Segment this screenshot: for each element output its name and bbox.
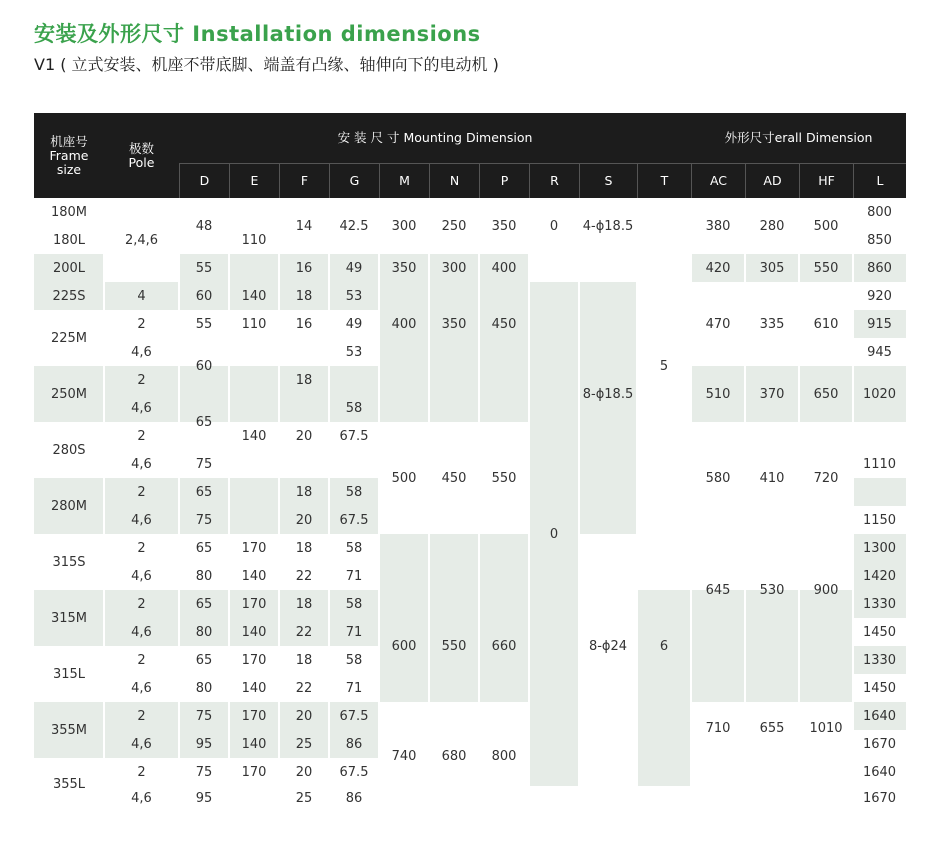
l-cell: 1110 — [862, 456, 897, 472]
e-cell: 140 — [241, 428, 267, 444]
frame-size-cell: 225M — [50, 330, 88, 346]
g-cell: 86 — [345, 790, 363, 806]
g-cell: 67.5 — [339, 512, 369, 528]
l-cell: 1330 — [862, 652, 897, 668]
pole-cell: 2 — [137, 540, 146, 556]
column-header-ac — [691, 163, 745, 198]
frame-header-line: size — [56, 161, 82, 177]
hf-cell: 1010 — [809, 720, 843, 736]
g-cell: 42.5 — [339, 218, 369, 234]
l-cell: 1450 — [862, 680, 897, 696]
ac-cell: 645 — [705, 582, 731, 598]
g-cell: 58 — [345, 484, 363, 500]
m-cell: 300 — [391, 218, 417, 234]
pole-cell: 4,6 — [131, 400, 152, 416]
l-cell: 1020 — [862, 386, 897, 402]
ac-cell: 380 — [705, 218, 731, 234]
page-subtitle: V1 ( 立式安装、机座不带底脚、端盖有凸缘、轴伸向下的电动机 ) — [34, 55, 499, 74]
d-cell: 95 — [195, 790, 213, 806]
column-header-label: HF — [818, 173, 835, 188]
s-cell: 8-ϕ24 — [588, 638, 628, 654]
column-header-m — [379, 163, 429, 198]
f-cell: 25 — [295, 790, 313, 806]
pole-cell: 2 — [137, 428, 146, 444]
column-header-t — [637, 163, 691, 198]
p-cell: 400 — [491, 260, 517, 276]
column-header-s — [579, 163, 637, 198]
ac-cell: 710 — [705, 720, 731, 736]
r-cell: 0 — [549, 218, 559, 234]
pole-cell: 2 — [137, 708, 146, 724]
n-cell: 300 — [441, 260, 467, 276]
l-cell: 850 — [867, 232, 892, 248]
column-header-label: M — [399, 173, 410, 188]
page-title: 安装及外形尺寸 Installation dimensions — [34, 22, 481, 46]
e-cell: 140 — [241, 680, 267, 696]
f-cell: 20 — [295, 428, 313, 444]
d-cell: 65 — [195, 652, 213, 668]
d-cell: 80 — [195, 680, 213, 696]
pole-cell: 4,6 — [131, 512, 152, 528]
d-cell: 80 — [195, 568, 213, 584]
ac-cell: 580 — [705, 470, 731, 486]
column-header-label: T — [660, 173, 669, 188]
d-cell: 65 — [195, 414, 213, 430]
e-cell: 140 — [241, 736, 267, 752]
e-cell: 140 — [241, 568, 267, 584]
p-cell: 450 — [491, 316, 517, 332]
column-header-hf — [799, 163, 853, 198]
hf-cell: 900 — [813, 582, 839, 598]
f-cell: 14 — [295, 218, 313, 234]
d-cell: 75 — [195, 708, 213, 724]
g-cell: 49 — [345, 316, 363, 332]
frame-size-cell: 180L — [52, 232, 86, 248]
e-cell: 170 — [241, 764, 267, 780]
dimensions-table — [34, 113, 906, 810]
column-header-n — [429, 163, 479, 198]
f-cell: 18 — [295, 484, 313, 500]
f-cell: 22 — [295, 624, 313, 640]
hf-cell: 650 — [813, 386, 839, 402]
l-cell: 860 — [867, 260, 892, 276]
column-header-g — [329, 163, 379, 198]
g-cell: 58 — [345, 652, 363, 668]
d-cell: 75 — [195, 456, 213, 472]
ad-cell: 280 — [759, 218, 785, 234]
f-cell: 22 — [295, 568, 313, 584]
f-cell: 16 — [295, 260, 313, 276]
e-cell: 140 — [241, 288, 267, 304]
pole-header-line: 极数 — [128, 140, 154, 156]
m-cell: 350 — [391, 260, 417, 276]
m-cell: 400 — [391, 316, 417, 332]
d-cell: 95 — [195, 736, 213, 752]
ad-cell: 410 — [759, 470, 785, 486]
f-cell: 18 — [295, 596, 313, 612]
column-header-l — [853, 163, 906, 198]
s-cell: 4-ϕ18.5 — [582, 218, 634, 234]
l-cell: 1330 — [862, 596, 897, 612]
f-cell: 18 — [295, 372, 313, 388]
frame-header-line: Frame — [49, 147, 89, 163]
column-header-label: D — [199, 173, 210, 188]
p-cell: 800 — [491, 748, 517, 764]
hf-cell: 500 — [813, 218, 839, 234]
column-header-label: N — [449, 173, 460, 188]
pole-cell: 2,4,6 — [124, 232, 159, 248]
pole-header — [104, 113, 179, 198]
pole-cell: 4,6 — [131, 568, 152, 584]
column-header-e — [229, 163, 279, 198]
d-cell: 48 — [195, 218, 213, 234]
pole-cell: 4,6 — [131, 456, 152, 472]
f-cell: 16 — [295, 316, 313, 332]
column-header-d — [179, 163, 229, 198]
l-cell: 1640 — [862, 764, 897, 780]
column-header-label: S — [604, 173, 613, 188]
column-header-label: AC — [709, 173, 728, 188]
ad-cell: 530 — [759, 582, 785, 598]
frame-size-cell: 355L — [52, 776, 86, 792]
pole-cell: 2 — [137, 596, 146, 612]
hf-cell: 550 — [813, 260, 839, 276]
g-cell: 71 — [345, 568, 363, 584]
f-cell: 25 — [295, 736, 313, 752]
g-cell: 49 — [345, 260, 363, 276]
frame-size-cell: 280M — [50, 498, 88, 514]
ac-cell: 510 — [705, 386, 731, 402]
n-cell: 250 — [441, 218, 467, 234]
frame-size-header — [34, 113, 104, 198]
d-cell: 60 — [195, 288, 213, 304]
l-cell: 800 — [867, 204, 892, 220]
f-cell: 18 — [295, 652, 313, 668]
pole-cell: 2 — [137, 316, 146, 332]
pole-cell: 2 — [137, 484, 146, 500]
g-cell: 71 — [345, 680, 363, 696]
pole-cell: 4,6 — [131, 624, 152, 640]
frame-size-cell: 225S — [52, 288, 86, 304]
d-cell: 65 — [195, 540, 213, 556]
p-cell: 350 — [491, 218, 517, 234]
m-cell: 740 — [391, 748, 417, 764]
e-cell: 110 — [241, 232, 267, 248]
column-header-label: AD — [763, 173, 782, 188]
pole-cell: 2 — [137, 372, 146, 388]
frame-size-cell: 200L — [52, 260, 86, 276]
t-cell: 6 — [659, 638, 669, 654]
column-header-label: P — [500, 173, 509, 188]
d-cell: 55 — [195, 260, 213, 276]
frame-size-cell: 315M — [50, 610, 88, 626]
l-cell: 915 — [867, 316, 892, 332]
frame-size-cell: 180M — [50, 204, 88, 220]
e-cell: 110 — [241, 316, 267, 332]
pole-cell: 4,6 — [131, 790, 152, 806]
hf-cell: 720 — [813, 470, 839, 486]
f-cell: 20 — [295, 708, 313, 724]
frame-size-cell: 355M — [50, 722, 88, 738]
mounting-dimension-header — [179, 113, 691, 163]
l-cell: 1150 — [862, 512, 897, 528]
p-cell: 660 — [491, 638, 517, 654]
pole-cell: 2 — [137, 764, 146, 780]
g-cell: 58 — [345, 400, 363, 416]
l-cell: 1300 — [862, 540, 897, 556]
l-cell: 1670 — [862, 736, 897, 752]
e-cell: 170 — [241, 708, 267, 724]
overall-dimension-header-label: 外形尺寸erall Dimension — [724, 130, 873, 145]
e-cell: 170 — [241, 596, 267, 612]
g-cell: 67.5 — [339, 428, 369, 444]
ac-cell: 420 — [705, 260, 731, 276]
frame-size-cell: 280S — [52, 442, 86, 458]
l-cell: 1640 — [862, 708, 897, 724]
column-header-label: L — [876, 173, 884, 188]
column-header-p — [479, 163, 529, 198]
d-cell: 55 — [195, 316, 213, 332]
frame-size-cell: 315L — [52, 666, 86, 682]
g-cell: 71 — [345, 624, 363, 640]
g-cell: 53 — [345, 288, 363, 304]
ad-cell: 655 — [759, 720, 785, 736]
g-cell: 58 — [345, 540, 363, 556]
ac-cell: 470 — [705, 316, 731, 332]
pole-cell: 4,6 — [131, 680, 152, 696]
m-cell: 500 — [391, 470, 417, 486]
pole-header-line: Pole — [128, 154, 155, 170]
g-cell: 86 — [345, 736, 363, 752]
s-cell: 8-ϕ18.5 — [582, 386, 634, 402]
m-cell: 600 — [391, 638, 417, 654]
g-cell: 58 — [345, 596, 363, 612]
pole-cell: 2 — [137, 652, 146, 668]
n-cell: 450 — [441, 470, 467, 486]
t-cell: 5 — [659, 358, 669, 374]
n-cell: 680 — [441, 748, 467, 764]
f-cell: 20 — [295, 512, 313, 528]
l-cell: 1450 — [862, 624, 897, 640]
overall-dimension-header — [691, 113, 906, 163]
n-cell: 350 — [441, 316, 467, 332]
n-cell: 550 — [441, 638, 467, 654]
column-header-ad — [745, 163, 799, 198]
r-cell: 0 — [549, 526, 559, 542]
p-cell: 550 — [491, 470, 517, 486]
frame-size-cell: 315S — [52, 554, 86, 570]
d-cell: 75 — [195, 512, 213, 528]
f-cell: 18 — [295, 288, 313, 304]
pole-cell: 4,6 — [131, 344, 152, 360]
ad-cell: 305 — [759, 260, 785, 276]
l-cell: 1670 — [862, 790, 897, 806]
mounting-dimension-header-label: 安 装 尺 寸 Mounting Dimension — [337, 130, 533, 145]
frame-size-cell: 250M — [50, 386, 88, 402]
column-header-label: G — [349, 173, 360, 188]
column-header-label: E — [250, 173, 259, 188]
pole-cell: 4,6 — [131, 736, 152, 752]
f-cell: 22 — [295, 680, 313, 696]
hf-cell: 610 — [813, 316, 839, 332]
pole-cell: 4 — [137, 288, 146, 304]
d-cell: 65 — [195, 484, 213, 500]
column-header-f — [279, 163, 329, 198]
column-header-r — [529, 163, 579, 198]
column-header-label: R — [550, 173, 559, 188]
e-cell: 170 — [241, 540, 267, 556]
g-cell: 67.5 — [339, 764, 369, 780]
d-cell: 75 — [195, 764, 213, 780]
e-cell: 140 — [241, 624, 267, 640]
f-cell: 20 — [295, 764, 313, 780]
ad-cell: 335 — [759, 316, 785, 332]
l-cell: 945 — [867, 344, 892, 360]
l-cell: 920 — [867, 288, 892, 304]
column-header-label: F — [300, 173, 309, 188]
d-cell: 65 — [195, 596, 213, 612]
d-cell: 80 — [195, 624, 213, 640]
g-cell: 53 — [345, 344, 363, 360]
d-cell: 60 — [195, 358, 213, 374]
l-cell: 1420 — [862, 568, 897, 584]
g-cell: 67.5 — [339, 708, 369, 724]
ad-cell: 370 — [759, 386, 785, 402]
f-cell: 18 — [295, 540, 313, 556]
frame-header-line: 机座号 — [50, 133, 88, 149]
e-cell: 170 — [241, 652, 267, 668]
